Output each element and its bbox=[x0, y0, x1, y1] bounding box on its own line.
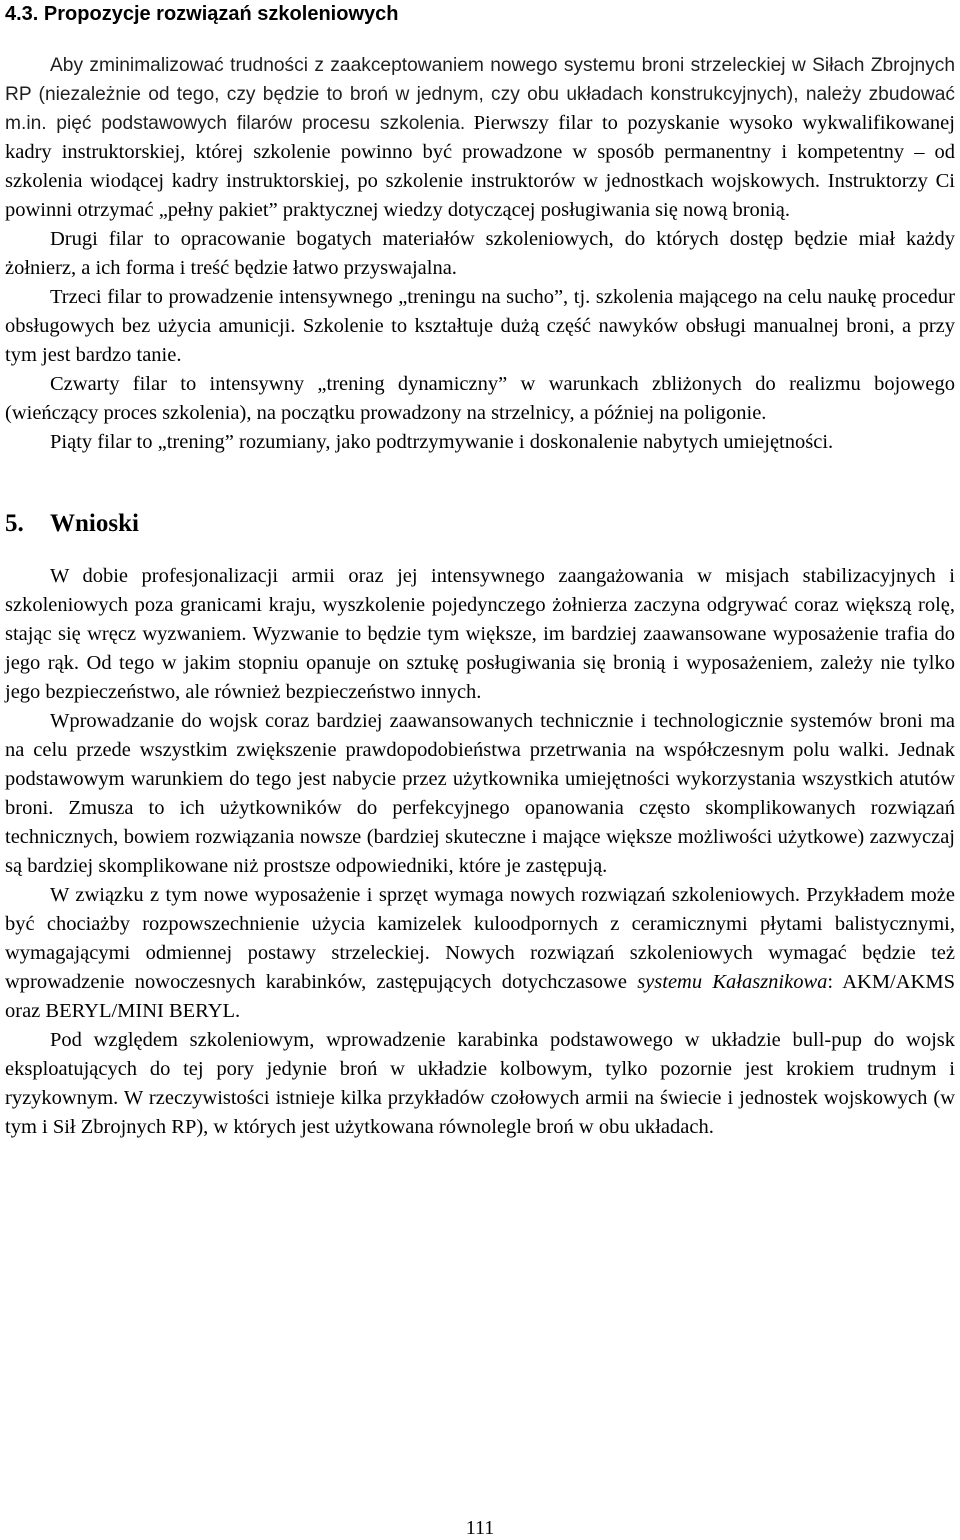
paragraph-conclusion-1: W dobie profesjonalizacji armii oraz jej intensywnego zaangażowania w misjach stabilizacyjnych i szkoleniowych poza granicami kraju, wyszkolenie pojedynczego żołnierza zaczyna odgrywać coraz większą rolę, stając się wręcz wyzwaniem. Wyzwanie to będzie tym większe, im bardziej zaawansowane wyposażenie trafia do jego rąk. Od tego w jakim stopniu opanuje on sztukę posługiwania się bronią i wyposażeniem, zależy nie tylko jego bezpieczeństwo, ale również bezpieczeństwo innych. bbox=[5, 565, 955, 703]
paragraph-fifth-pillar: Piąty filar to „trening” rozumiany, jako podtrzymywanie i doskonalenie nabytych umiejętności. bbox=[50, 431, 834, 453]
conclusion-3-end: : AKM/AKMS oraz BERYL/MINI BERYL. bbox=[5, 971, 955, 1022]
paragraph-fourth-pillar: Czwarty filar to intensywny „trening dynamiczny” w warunkach zbliżonych do realizmu bojowego (wieńczący proces szkolenia), na początku prowadzony na strzelnicy, a później na poligonie. bbox=[5, 373, 955, 424]
paragraph-intro bbox=[5, 51, 955, 225]
conclusion-3-italic: systemu Kałasznikowa bbox=[637, 971, 828, 993]
chapter-title: Wnioski bbox=[50, 510, 139, 537]
section-title: Propozycje rozwiązań szkoleniowych bbox=[43, 3, 399, 25]
paragraph-second-pillar: Drugi filar to opracowanie bogatych materiałów szkoleniowych, do których dostęp będzie miał każdy żołnierz, a ich forma i treść będzie łatwo przyswajalna. bbox=[5, 228, 955, 279]
section-number: 4.3. bbox=[5, 3, 39, 25]
document-page bbox=[5, 0, 955, 1142]
section-heading bbox=[5, 0, 955, 28]
chapter-number: 5. bbox=[5, 510, 24, 537]
paragraph-conclusion-4: Pod względem szkoleniowym, wprowadzenie karabinka podstawowego w układzie bull-pup do wojsk eksploatujących do tej pory jedynie broń w układzie kolbowym, tylko pozornie jest krokiem trudnym i ryzykownym. W rzeczywistości istnieje kilka przykładów czołowych armii na świecie i jednostek wojskowych (w tym i Sił Zbrojnych RP), w których jest użytkowana równolegle broń w obu układach. bbox=[5, 1029, 955, 1138]
chapter-heading bbox=[5, 508, 955, 540]
paragraph-intro-arial: Aby zminimalizować trudności z zaakceptowaniem nowego systemu broni strzeleckiej w Siłach Zbrojnych RP (niezależnie od tego, czy będzie to broń w jednym, czy obu układach konstrukcyjnych), należy zbudować m.in. pięć podstawowych filarów procesu szkolenia. bbox=[5, 55, 955, 134]
paragraph-conclusion-2: Wprowadzanie do wojsk coraz bardziej zaawansowanych technicznie i technologicznie systemów broni ma na celu przede wszystkim zwiększenie prawdopodobieństwa przetrwania na współczesnym polu walki. Jednak podstawowym warunkiem do tego jest nabycie przez użytkownika umiejętności wykorzystania wszystkich atutów broni. Zmusza to ich użytkowników do perfekcyjnego opanowania często skomplikowanych rozwiązań technicznych, bowiem rozwiązania nowsze (bardziej skuteczne i mające większe możliwości użytkowe) zazwyczaj są bardziej skomplikowane niż prostsze odpowiedniki, które je zastępują. bbox=[5, 710, 955, 877]
conclusion-3-text: W związku z tym nowe wyposażenie i sprzęt wymaga nowych rozwiązań szkoleniowych. Przykładem może być chociażby rozpowszechnienie użycia kamizelek kuloodpornych z ceramicznymi płytami balistycznymi, wymagającymi odmiennej postawy strzeleckiej. Nowych rozwiązań szkoleniowych wymagać będzie też wprowadzenie nowoczesnych karabinków, zastępujących dotychczasowe bbox=[5, 884, 955, 993]
paragraph-conclusion-3 bbox=[5, 881, 955, 1026]
paragraph-first-pillar: Pierwszy filar to pozyskanie wysoko wykwalifikowanej kadry instruktorskiej, której szkolenie powinno być prowadzone w sposób permanentny i kompetentny – od szkolenia wiodącej kadry instruktorskiej, po szkolenie instruktorów w jednostkach wojskowych. Instruktorzy Ci powinni otrzymać „pełny pakiet” praktycznej wiedzy dotyczącej posługiwania się nową bronią. bbox=[5, 112, 955, 221]
page-number: 111 bbox=[465, 1517, 495, 1539]
paragraph-third-pillar: Trzeci filar to prowadzenie intensywnego „treningu na sucho”, tj. szkolenia mającego na celu naukę procedur obsługowych bez użycia amunicji. Szkolenie to kształtuje dużą część nawyków obsługi manualnej broni, a przy tym jest bardzo tanie. bbox=[5, 286, 955, 366]
